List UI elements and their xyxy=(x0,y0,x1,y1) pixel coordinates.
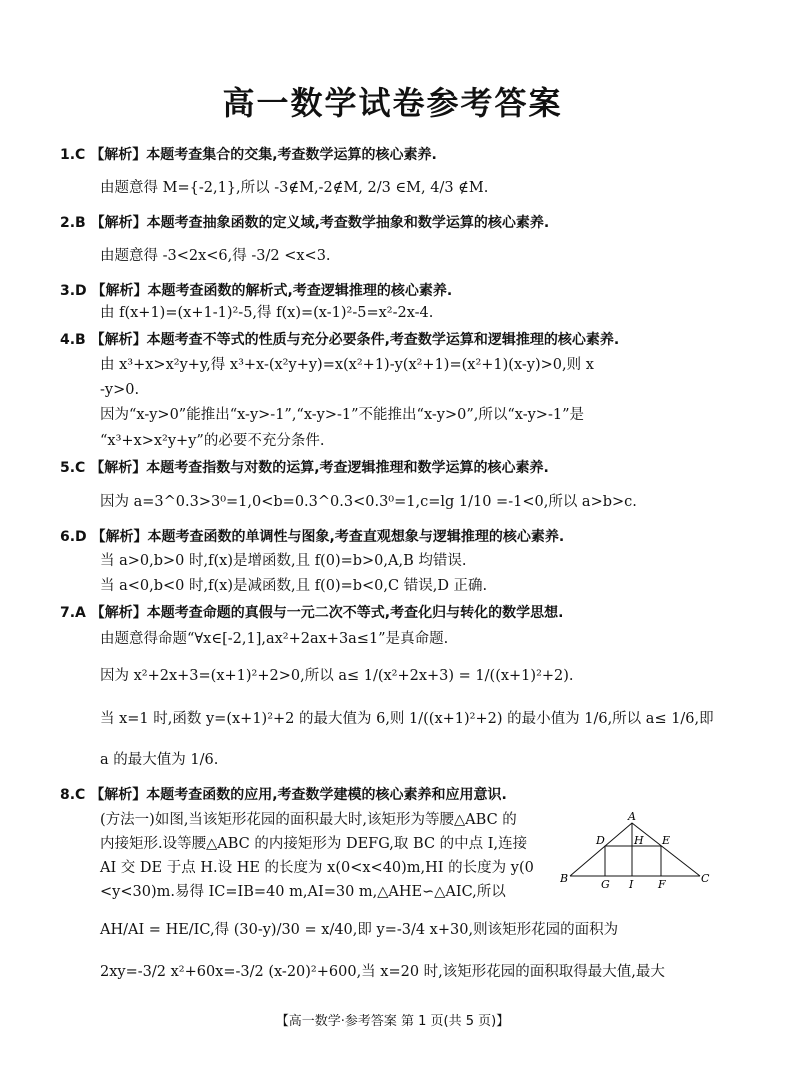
figure-label-B: B xyxy=(560,872,569,885)
figure-label-F: F xyxy=(658,878,666,890)
figure-label-G: G xyxy=(601,878,610,890)
q8-heading: 8.C 【解析】本题考查函数的应用,考查数学建模的核心素养和应用意识. xyxy=(60,787,507,803)
q8-solution-line2: 内接矩形.设等腰△ABC 的内接矩形为 DEFG,取 BC 的中点 I,连接 xyxy=(100,836,528,852)
q3-solution: 由 f(x+1)=(x+1-1)²-5,得 f(x)=(x-1)²-5=x²-2x-4. xyxy=(100,305,434,321)
q5-solution: 因为 a=3^0.3>3⁰=1,0<b=0.3^0.3<0.3⁰=1,c=lg 1/10 =-1<0,所以 a>b>c. xyxy=(100,494,637,510)
q8-solution-line1: (方法一)如图,当该矩形花园的面积最大时,该矩形为等腰△ABC 的 xyxy=(100,812,517,828)
figure-label-D: D xyxy=(596,834,605,847)
q4-solution-line4: “x³+x>x²y+y”的必要不充分条件. xyxy=(100,433,325,449)
q2-solution: 由题意得 -3<2x<6,得 -3/2 <x<3. xyxy=(100,248,331,264)
q6-solution-line1: 当 a>0,b>0 时,f(x)是增函数,且 f(0)=b>0,A,B 均错误. xyxy=(100,553,467,569)
q1-heading: 1.C 【解析】本题考查集合的交集,考查数学运算的核心素养. xyxy=(60,147,437,163)
figure-label-I: I xyxy=(629,878,634,890)
q7-solution-line4: a 的最大值为 1/6. xyxy=(100,752,219,768)
q1-solution: 由题意得 M={-2,1},所以 -3∉M,-2∉M, 2/3 ∈M, 4/3 ∉M. xyxy=(100,180,489,196)
q7-solution-line1: 由题意得命题“∀x∈[-2,1],ax²+2ax+3a≤1”是真命题. xyxy=(100,631,449,647)
q3-heading: 3.D 【解析】本题考查函数的解析式,考查逻辑推理的核心素养. xyxy=(60,283,453,299)
q4-solution-line2: -y>0. xyxy=(100,382,140,398)
figure-label-C: C xyxy=(701,872,710,885)
q8-solution-line6: 2xy=-3/2 x²+60x=-3/2 (x-20)²+600,当 x=20 时,该矩形花园的面积取得最大值,最大 xyxy=(100,964,665,980)
figure-label-E: E xyxy=(662,834,671,847)
q7-solution-line3: 当 x=1 时,函数 y=(x+1)²+2 的最大值为 6,则 1/((x+1)²+2) 的最小值为 1/6,所以 a≤ 1/6,即 xyxy=(100,711,714,727)
q7-heading: 7.A 【解析】本题考查命题的真假与一元二次不等式,考查化归与转化的数学思想. xyxy=(60,605,564,621)
page-footer: 【高一数学·参考答案 第 1 页(共 5 页)】 xyxy=(275,1014,510,1029)
q6-heading: 6.D 【解析】本题考查函数的单调性与图象,考查直观想象与逻辑推理的核心素养. xyxy=(60,529,565,545)
page-title: 高一数学试卷参考答案 xyxy=(222,84,563,122)
q8-solution-line3: AI 交 DE 于点 H.设 HE 的长度为 x(0<x<40)m,HI 的长度为 y(0 xyxy=(100,860,534,876)
q5-heading: 5.C 【解析】本题考查指数与对数的运算,考查逻辑推理和数学运算的核心素养. xyxy=(60,460,549,476)
q8-solution-line4: <y<30)m.易得 IC=IB=40 m,AI=30 m,△AHE∽△AIC,所以 xyxy=(100,884,506,900)
figure-label-A: A xyxy=(628,810,636,823)
q4-solution-line3: 因为“x-y>0”能推出“x-y>-1”,“x-y>-1”不能推出“x-y>0”,所以“x-y>-1”是 xyxy=(100,407,584,423)
q4-solution-line1: 由 x³+x>x²y+y,得 x³+x-(x²y+y)=x(x²+1)-y(x²+1)=(x²+1)(x-y)>0,则 x xyxy=(100,357,594,373)
q4-heading: 4.B 【解析】本题考查不等式的性质与充分必要条件,考查数学运算和逻辑推理的核心素养. xyxy=(60,332,620,348)
triangle-rectangle-figure xyxy=(560,810,710,890)
q2-heading: 2.B 【解析】本题考查抽象函数的定义域,考查数学抽象和数学运算的核心素养. xyxy=(60,215,550,231)
q6-solution-line2: 当 a<0,b<0 时,f(x)是减函数,且 f(0)=b<0,C 错误,D 正确. xyxy=(100,578,488,594)
figure-label-H: H xyxy=(634,834,644,847)
q7-solution-line2: 因为 x²+2x+3=(x+1)²+2>0,所以 a≤ 1/(x²+2x+3) = 1/((x+1)²+2). xyxy=(100,668,574,684)
q8-solution-line5: AH/AI = HE/IC,得 (30-y)/30 = x/40,即 y=-3/4 x+30,则该矩形花园的面积为 xyxy=(100,922,619,938)
